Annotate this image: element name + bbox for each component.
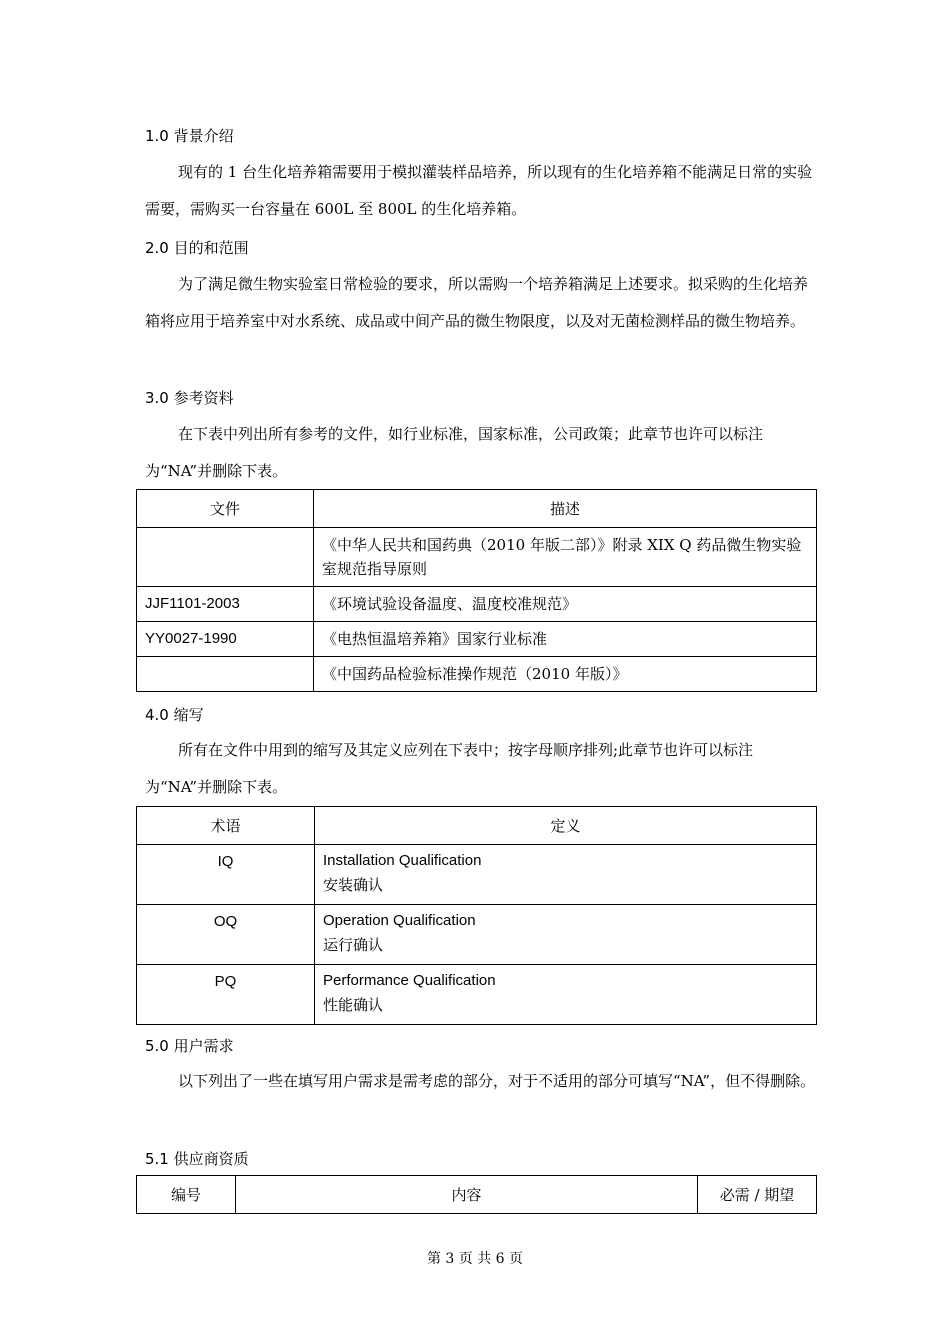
header-number: 编号 — [137, 1176, 236, 1214]
section-3-title: 3.0 参考资料 — [145, 389, 234, 407]
abbr-term: PQ — [137, 965, 315, 1025]
section-3-paragraph: 在下表中列出所有参考的文件，如行业标准，国家标准，公司政策；此章节也许可以标注为“NA”并删除下表。 — [145, 425, 764, 480]
ref-doc: YY0027-1990 — [137, 622, 314, 657]
abbreviation-table — [136, 806, 817, 1025]
table-header-row — [137, 807, 817, 845]
section-4-paragraph: 所有在文件中用到的缩写及其定义应列在下表中；按字母顺序排列;此章节也许可以标注为“NA”并删除下表。 — [145, 741, 754, 796]
header-definition: 定义 — [315, 807, 817, 845]
supplier-table — [136, 1175, 817, 1214]
section-1-paragraph: 现有的 1 台生化培养箱需要用于模拟灌装样品培养，所以现有的生化培养箱不能满足日常的实验需要，需购买一台容量在 600L 至 800L 的生化培养箱。 — [145, 163, 813, 218]
reference-table — [136, 489, 817, 692]
section-4-title: 4.0 缩写 — [145, 706, 204, 724]
abbr-definition-en: Operation Qualification — [323, 912, 476, 929]
section-2-paragraph: 为了满足微生物实验室日常检验的要求，所以需购一个培养箱满足上述要求。拟采购的生化培养箱将应用于培养室中对水系统、成品或中间产品的微生物限度，以及对无菌检测样品的微生物培养。 — [145, 275, 809, 330]
ref-doc — [137, 657, 314, 692]
abbr-definition-en: Performance Qualification — [323, 972, 496, 989]
header-desc: 描述 — [314, 490, 817, 528]
abbr-definition — [315, 845, 817, 905]
section-5-text — [145, 1063, 817, 1100]
section-5-1-title: 5.1 供应商资质 — [145, 1150, 249, 1168]
page-footer: 第 3 页 共 6 页 — [426, 1251, 524, 1267]
section-1-title: 1.0 背景介绍 — [145, 127, 234, 145]
table-row — [137, 657, 817, 692]
section-4-text — [145, 732, 817, 806]
table-header-row — [137, 1176, 817, 1214]
ref-desc: 《环境试验设备温度、温度校准规范》 — [314, 587, 817, 622]
table-header-row — [137, 490, 817, 528]
abbr-definition-zh: 安装确认 — [323, 876, 384, 894]
abbr-term: IQ — [137, 845, 315, 905]
ref-doc: JJF1101-2003 — [137, 587, 314, 622]
header-doc: 文件 — [137, 490, 314, 528]
abbr-definition-zh: 运行确认 — [323, 936, 384, 954]
section-3-text — [145, 416, 817, 490]
abbr-definition-en: Installation Qualification — [323, 852, 482, 869]
table-row — [137, 622, 817, 657]
abbr-definition-zh: 性能确认 — [323, 996, 384, 1014]
table-row — [137, 965, 817, 1025]
header-required: 必需 / 期望 — [698, 1176, 817, 1214]
ref-doc — [137, 528, 314, 587]
table-row — [137, 528, 817, 587]
section-1-text — [145, 154, 817, 228]
table-row — [137, 905, 817, 965]
abbr-term: OQ — [137, 905, 315, 965]
section-2-text — [145, 266, 817, 340]
header-term: 术语 — [137, 807, 315, 845]
abbr-definition — [315, 965, 817, 1025]
section-5-paragraph: 以下列出了一些在填写用户需求是需考虑的部分，对于不适用的部分可填写“NA”，但不得删除。 — [178, 1072, 816, 1090]
ref-desc: 《中华人民共和国药典（2010 年版二部）》附录 XIX Q 药品微生物实验室规范指导原则 — [314, 528, 817, 587]
table-row — [137, 587, 817, 622]
ref-desc: 《电热恒温培养箱》国家行业标准 — [314, 622, 817, 657]
header-content: 内容 — [236, 1176, 698, 1214]
ref-desc: 《中国药品检验标准操作规范（2010 年版）》 — [314, 657, 817, 692]
table-row — [137, 845, 817, 905]
section-5-title: 5.0 用户需求 — [145, 1037, 234, 1055]
abbr-definition — [315, 905, 817, 965]
section-2-title: 2.0 目的和范围 — [145, 239, 249, 257]
